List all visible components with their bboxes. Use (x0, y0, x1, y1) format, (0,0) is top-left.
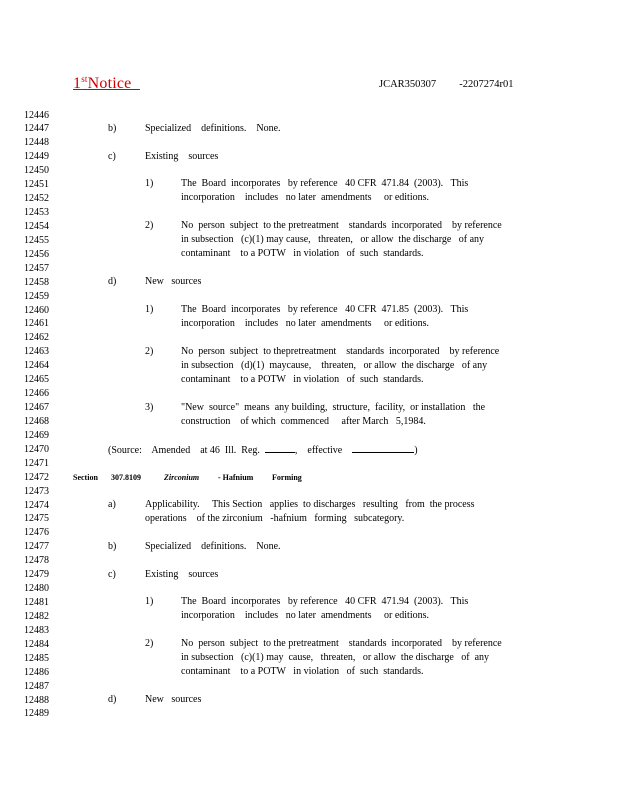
item-c2-label: 2) (145, 220, 154, 231)
line-number: 12468 (24, 415, 49, 427)
line-number: 12455 (24, 234, 49, 246)
item-b-text: Specialized definitions. None. (145, 123, 281, 134)
line-number: 12454 (24, 220, 49, 232)
item-c-label: c) (108, 151, 116, 162)
item-c2-line: contaminant to a POTW in violation of such standards. (181, 666, 424, 677)
line-number: 12486 (24, 666, 49, 678)
line-number: 12471 (24, 457, 49, 469)
line-number: 12453 (24, 207, 49, 218)
item-c-text: Existing sources (145, 151, 219, 162)
item-c1-line: incorporation includes no later amendments or editions. (181, 192, 429, 203)
notice-word: Notice (87, 75, 132, 92)
line-number: 12467 (24, 402, 49, 414)
item-d-text: New sources (145, 694, 202, 705)
item-d2-line: No person subject to thepretreatment standards incorporated by reference (181, 346, 500, 357)
item-a-line: operations of the zirconium -hafnium forming subcategory. (145, 513, 405, 524)
section-title-part: Zirconium (164, 473, 200, 482)
line-number: 12447 (24, 123, 49, 135)
item-c1-line: The Board incorporates by reference 40 CFR 471.84 (2003). This (181, 178, 469, 189)
line-number: 12484 (24, 638, 49, 650)
line-number: 12452 (24, 193, 49, 205)
notice-superscript: st (81, 74, 88, 84)
item-b-label: b) (108, 123, 117, 134)
line-number: 12448 (24, 137, 49, 149)
item-b-text: Specialized definitions. None. (145, 541, 281, 552)
line-number: 12489 (24, 708, 49, 720)
line-number: 12462 (24, 332, 49, 344)
item-c2-line: No person subject to the pretreatment standards incorporated by reference (181, 638, 502, 649)
item-c2-line: in subsection (c)(1) may cause, threaten, or allow the discharge of any (181, 234, 485, 245)
effective-date-blank (352, 443, 414, 453)
source-mid: , effective (294, 445, 343, 456)
line-number: 12483 (24, 624, 49, 636)
register-blank (265, 443, 295, 453)
item-b-label: b) (108, 541, 117, 552)
section-title-part: Forming (272, 473, 302, 482)
item-c1-label: 1) (145, 596, 154, 607)
line-number: 12473 (24, 485, 49, 497)
item-d3-line: construction of which commenced after March 5,1984. (181, 416, 426, 427)
item-d2-line: contaminant to a POTW in violation of such standards. (181, 374, 424, 385)
item-a-line: Applicability. This Section applies to discharges resulting from the process (145, 499, 475, 510)
line-number: 12485 (24, 652, 49, 664)
jcar-reference: JCAR350307 -2207274r01 (379, 79, 514, 90)
line-number: 12479 (24, 569, 49, 581)
item-d-label: d) (108, 276, 117, 287)
item-d2-label: 2) (145, 346, 154, 357)
line-number: 12465 (24, 374, 49, 386)
item-a-label: a) (108, 499, 116, 510)
line-number: 12477 (24, 541, 49, 553)
line-number: 12472 (24, 471, 49, 483)
item-c-label: c) (108, 569, 116, 580)
line-number: 12458 (24, 276, 49, 288)
notice-number: 1 (73, 75, 82, 92)
item-c2-line: in subsection (c)(1) may cause, threaten, or allow the discharge of any (181, 652, 490, 663)
item-d1-line: The Board incorporates by reference 40 CFR 471.85 (2003). This (181, 304, 469, 315)
item-d3-line: "New source" means any building, structure, facility, or installation the (181, 402, 486, 413)
line-number: 12487 (24, 680, 49, 692)
section-number: 307.8109 (111, 473, 141, 482)
line-number: 12466 (24, 388, 49, 400)
item-c1-label: 1) (145, 178, 154, 189)
item-c1-line: incorporation includes no later amendments or editions. (181, 610, 429, 621)
line-number: 12460 (24, 304, 49, 316)
item-c2-label: 2) (145, 638, 154, 649)
item-d-label: d) (108, 694, 117, 705)
line-number: 12470 (24, 443, 49, 455)
line-number: 12482 (24, 610, 49, 622)
line-number: 12476 (24, 527, 49, 539)
item-c1-line: The Board incorporates by reference 40 CFR 471.94 (2003). This (181, 596, 469, 607)
line-number: 12461 (24, 318, 49, 330)
line-number: 12459 (24, 290, 49, 302)
line-number: 12481 (24, 597, 49, 609)
item-d1-line: incorporation includes no later amendments or editions. (181, 318, 429, 329)
line-number: 12446 (24, 109, 49, 121)
item-d1-label: 1) (145, 304, 154, 315)
item-c-text: Existing sources (145, 569, 219, 580)
line-number: 12464 (24, 360, 49, 372)
line-number: 12463 (24, 346, 49, 358)
item-c2-line: contaminant to a POTW in violation of such standards. (181, 248, 424, 259)
line-number: 12449 (24, 151, 49, 163)
source-end: ) (414, 445, 418, 456)
line-number: 12474 (24, 499, 49, 511)
line-number: 12469 (24, 429, 49, 441)
item-c2-line: No person subject to the pretreatment standards incorporated by reference (181, 220, 502, 231)
line-number: 12480 (24, 583, 49, 595)
line-number: 12450 (24, 165, 49, 177)
line-number: 12457 (24, 262, 49, 274)
line-number: 12451 (24, 179, 49, 191)
item-d2-line: in subsection (d)(1) maycause, threaten, or allow the discharge of any (181, 360, 488, 371)
source-note (108, 443, 418, 458)
line-number: 12478 (24, 555, 49, 567)
line-number: 12488 (24, 694, 49, 706)
line-number: 12475 (24, 513, 49, 525)
source-prefix: (Source: Amended at 46 Ill. Reg. (108, 445, 260, 456)
item-d3-label: 3) (145, 402, 154, 413)
item-d-text: New sources (145, 276, 202, 287)
section-label: Section (73, 473, 98, 482)
section-title-part: - Hafnium (218, 473, 254, 482)
line-number: 12456 (24, 248, 49, 260)
notice-heading (73, 74, 140, 93)
